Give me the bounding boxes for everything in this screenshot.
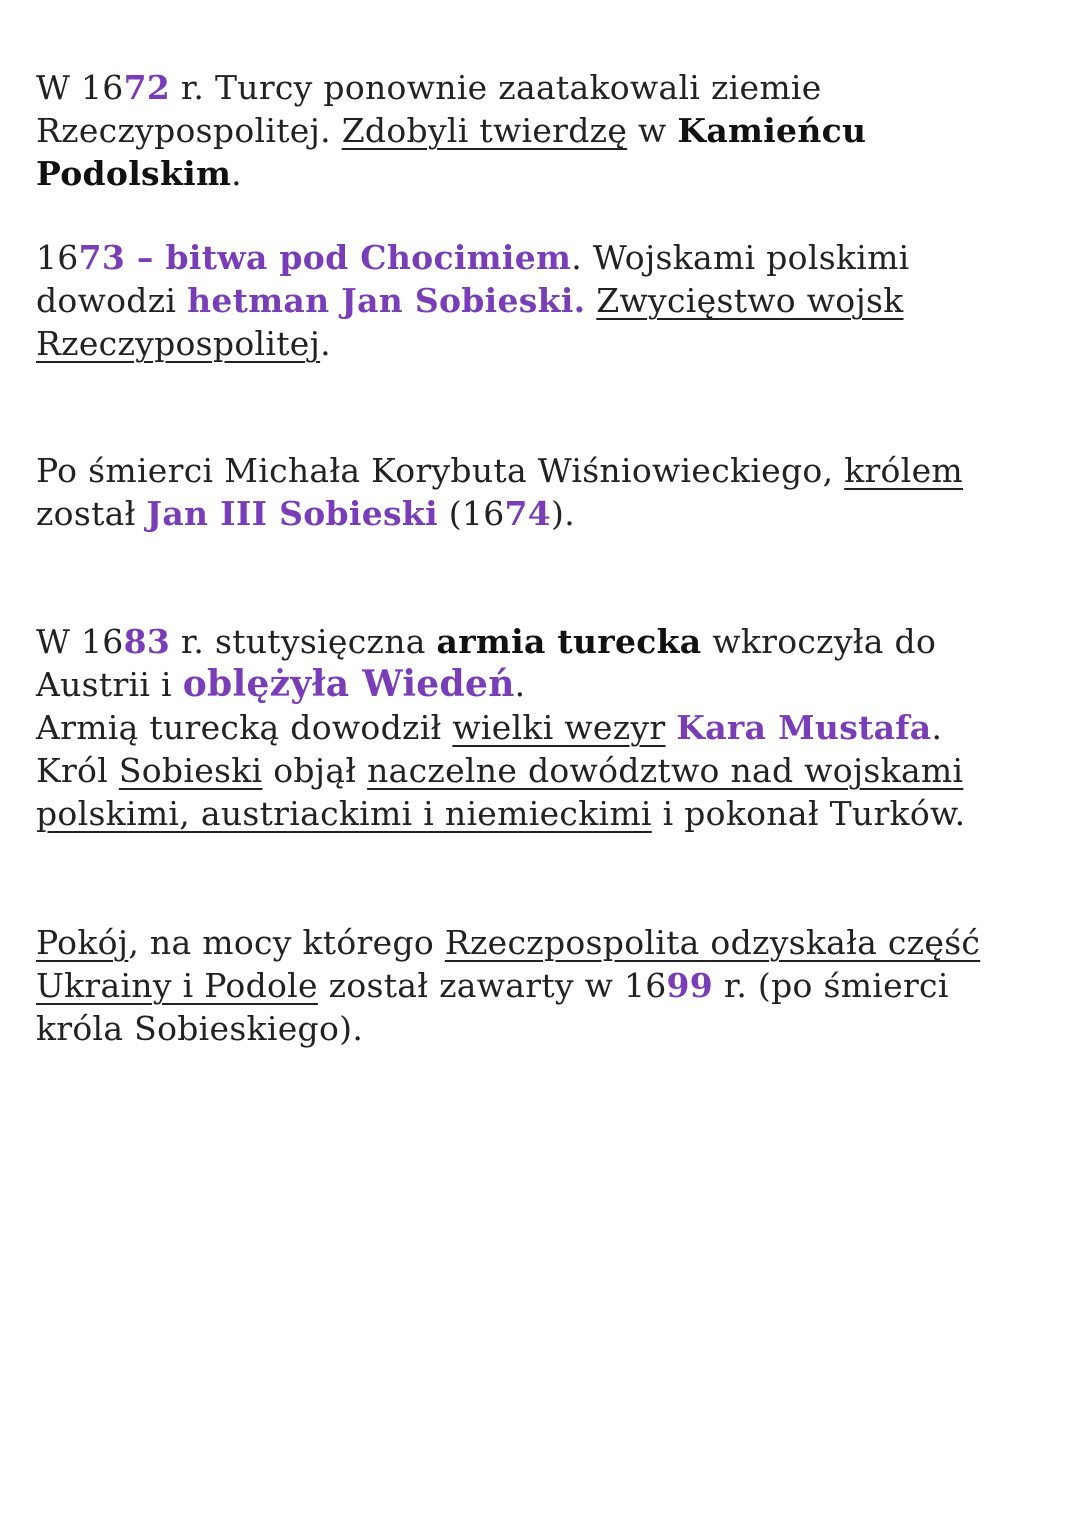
paragraph-peace [36, 921, 1046, 1050]
underlined-text: Pokój [36, 923, 129, 962]
text-run: Król [36, 751, 119, 790]
text-line [36, 236, 1046, 279]
text-run: dowodzi [36, 281, 188, 320]
purple-bold-text: hetman Jan Sobieski. [187, 281, 586, 320]
underlined-text: Ukrainy i Podole [36, 966, 318, 1005]
text-run: . [931, 708, 943, 747]
text-run: ). [551, 494, 575, 533]
text-line [36, 620, 1046, 663]
text-line [36, 706, 1046, 749]
paragraph-chocim [36, 236, 1046, 365]
text-run: Austrii i [36, 665, 183, 704]
text-line [36, 66, 1046, 109]
text-line [36, 109, 1046, 152]
purple-bold-text: – bitwa pod Chocimiem [125, 238, 572, 277]
text-line [36, 921, 1046, 964]
text-run: i pokonał Turków. [651, 794, 966, 833]
text-line [36, 749, 1046, 792]
underlined-text: Zdobyli twierdzę [341, 111, 628, 150]
underlined-text: Zwycięstwo wojsk [596, 281, 904, 320]
year-highlight: 73 [78, 238, 126, 277]
text-run: Armią turecką dowodził [36, 708, 453, 747]
text-line [36, 152, 1046, 195]
text-run: . [514, 665, 526, 704]
text-line [36, 449, 1046, 492]
paragraph-king [36, 449, 1046, 535]
bold-text: armia turecka [436, 622, 702, 661]
text-run: r. stutysięczna [170, 622, 437, 661]
text-run [585, 281, 596, 320]
text-run: r. Turcy ponownie zaatakowali ziemie [170, 68, 822, 107]
bold-text: Podolskim [36, 154, 232, 193]
text-run: wkroczyła do [701, 622, 937, 661]
underlined-text: wielki wezyr [452, 708, 666, 747]
text-line [36, 792, 1046, 835]
text-line [36, 1007, 1046, 1050]
purple-bold-text: Kara Mustafa [676, 708, 932, 747]
text-run: Po śmierci Michała Korybuta Wiśniowieckiego, [36, 451, 845, 490]
year-highlight: 83 [123, 622, 171, 661]
text-line [36, 492, 1046, 535]
underlined-text: królem [844, 451, 964, 490]
text-run: 16 [36, 238, 79, 277]
text-run: . Wojskami polskimi [571, 238, 910, 277]
underlined-text: polskimi, austriackimi i niemieckimi [36, 794, 652, 833]
text-run: , na mocy którego [128, 923, 445, 962]
year-highlight: 99 [666, 966, 714, 1005]
text-run: króla Sobieskiego). [36, 1009, 364, 1048]
text-run: r. (po śmierci [713, 966, 949, 1005]
text-run: Rzeczypospolitej. [36, 111, 342, 150]
purple-bold-text: oblężyła Wiedeń [182, 663, 515, 705]
text-run: został [36, 494, 147, 533]
text-run [665, 708, 676, 747]
text-run: W 16 [36, 622, 124, 661]
text-run: w [627, 111, 678, 150]
paragraph-kamieniec [36, 66, 1046, 195]
underlined-text: naczelne dowództwo nad wojskami [367, 751, 964, 790]
bold-text: Kamieńcu [677, 111, 867, 150]
text-line [36, 964, 1046, 1007]
text-run: . [231, 154, 242, 193]
purple-bold-text: Jan III Sobieski [146, 494, 438, 533]
text-run: został zawarty w 16 [317, 966, 667, 1005]
paragraph-vienna [36, 620, 1046, 835]
text-run: W 16 [36, 68, 124, 107]
year-highlight: 74 [504, 494, 552, 533]
text-run: (16 [437, 494, 505, 533]
year-highlight: 72 [123, 68, 171, 107]
text-line [36, 322, 1046, 365]
text-line [36, 279, 1046, 322]
text-run: objął [262, 751, 368, 790]
text-run: . [320, 324, 331, 363]
underlined-text: Rzeczpospolita odzyskała część [444, 923, 981, 962]
underlined-text: Sobieski [118, 751, 263, 790]
underlined-text: Rzeczypospolitej [36, 324, 321, 363]
text-line [36, 663, 1046, 706]
